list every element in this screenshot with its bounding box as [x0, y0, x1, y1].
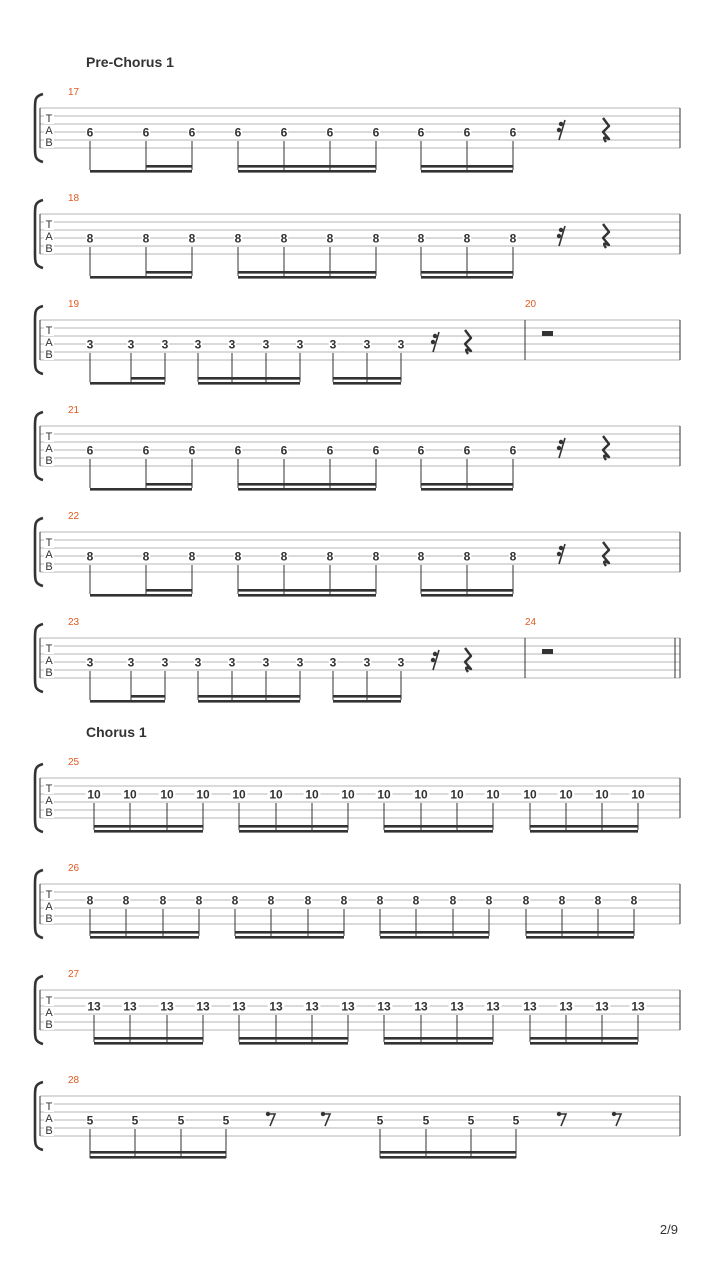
- fret-number: 3: [194, 655, 202, 670]
- note-beam: [94, 1037, 203, 1040]
- fret-number: 6: [417, 125, 425, 140]
- fret-number: 13: [160, 999, 174, 1014]
- tab-clef-letter: A: [45, 443, 53, 455]
- note-beam: [238, 594, 376, 597]
- fret-number: 6: [188, 125, 196, 140]
- note-beam: [530, 830, 638, 833]
- fret-number: 13: [196, 999, 210, 1014]
- system-brace: [35, 870, 43, 938]
- tab-clef-letter: B: [45, 667, 53, 679]
- fret-number: 3: [86, 655, 94, 670]
- note-beam: [90, 170, 192, 173]
- sixteenth-rest-dot: [433, 334, 437, 338]
- half-rest: [542, 331, 553, 336]
- tab-clef-letter: B: [45, 561, 53, 573]
- fret-number: 10: [631, 787, 645, 802]
- fret-number: 10: [450, 787, 464, 802]
- fret-number: 3: [363, 337, 371, 352]
- fret-number: 13: [486, 999, 500, 1014]
- sixteenth-rest-dot: [557, 552, 561, 556]
- fret-number: 10: [196, 787, 210, 802]
- tab-clef-letter: T: [45, 783, 53, 795]
- fret-number: 8: [412, 893, 420, 908]
- fret-number: 6: [86, 443, 94, 458]
- fret-number: 5: [467, 1113, 475, 1128]
- note-beam: [526, 931, 634, 934]
- note-beam: [146, 165, 192, 168]
- note-beam: [238, 589, 376, 592]
- fret-number: 8: [195, 893, 203, 908]
- note-beam: [421, 165, 513, 168]
- fret-number: 3: [296, 655, 304, 670]
- note-beam: [530, 1037, 638, 1040]
- tab-clef-letter: T: [45, 325, 53, 337]
- section-title-pre-chorus: Pre-Chorus 1: [86, 54, 174, 70]
- note-beam: [90, 276, 192, 279]
- fret-number: 10: [269, 787, 283, 802]
- note-beam: [131, 377, 165, 380]
- measure-number: 28: [68, 1075, 80, 1086]
- fret-number: 6: [86, 125, 94, 140]
- tab-system-25: [35, 757, 680, 833]
- tab-clef-letter: A: [45, 901, 53, 913]
- measure-number: 25: [68, 757, 80, 768]
- tab-system-21: [35, 405, 680, 491]
- note-beam: [384, 825, 493, 828]
- tab-system-18: [35, 193, 680, 279]
- fret-number: 10: [595, 787, 609, 802]
- note-beam: [333, 377, 401, 380]
- system-brace: [35, 624, 43, 692]
- fret-number: 3: [262, 655, 270, 670]
- fret-number: 8: [463, 549, 471, 564]
- fret-number: 8: [188, 231, 196, 246]
- note-beam: [146, 483, 192, 486]
- note-beam: [239, 1037, 348, 1040]
- note-beam: [198, 377, 300, 380]
- fret-number: 6: [509, 443, 517, 458]
- note-beam: [90, 1156, 226, 1159]
- measure-number: 26: [68, 863, 80, 874]
- note-beam: [146, 271, 192, 274]
- fret-number: 6: [280, 443, 288, 458]
- tab-system-19: [35, 299, 680, 385]
- tab-clef-letter: T: [45, 537, 53, 549]
- quarter-rest: [603, 436, 609, 460]
- fret-number: 13: [123, 999, 137, 1014]
- sixteenth-rest-dot: [431, 658, 435, 662]
- note-beam: [384, 1042, 493, 1045]
- fret-number: 10: [123, 787, 137, 802]
- note-beam: [380, 931, 489, 934]
- note-beam: [333, 700, 401, 703]
- note-beam: [238, 165, 376, 168]
- fret-number: 6: [142, 443, 150, 458]
- fret-number: 3: [228, 655, 236, 670]
- note-beam: [90, 382, 165, 385]
- fret-number: 8: [188, 549, 196, 564]
- note-beam: [421, 271, 513, 274]
- fret-number: 10: [486, 787, 500, 802]
- section-title-chorus: Chorus 1: [86, 724, 147, 740]
- fret-number: 3: [329, 655, 337, 670]
- eighth-rest-dot: [612, 1112, 616, 1116]
- fret-number: 8: [340, 893, 348, 908]
- system-brace: [35, 518, 43, 586]
- fret-number: 13: [305, 999, 319, 1014]
- note-beam: [90, 594, 192, 597]
- fret-number: 3: [228, 337, 236, 352]
- measure-number: 18: [68, 193, 80, 204]
- note-beam: [421, 276, 513, 279]
- note-beam: [421, 488, 513, 491]
- system-brace: [35, 306, 43, 374]
- note-beam: [421, 170, 513, 173]
- fret-number: 3: [397, 655, 405, 670]
- fret-number: 13: [341, 999, 355, 1014]
- note-beam: [235, 931, 344, 934]
- quarter-rest: [465, 648, 471, 672]
- fret-number: 6: [234, 443, 242, 458]
- fret-number: 13: [559, 999, 573, 1014]
- note-beam: [238, 170, 376, 173]
- note-beam: [380, 1156, 516, 1159]
- fret-number: 13: [523, 999, 537, 1014]
- sixteenth-rest-dot: [433, 652, 437, 656]
- note-beam: [238, 488, 376, 491]
- tab-clef-letter: T: [45, 643, 53, 655]
- fret-number: 6: [463, 125, 471, 140]
- note-beam: [380, 936, 489, 939]
- fret-number: 8: [522, 893, 530, 908]
- tab-clef-letter: B: [45, 455, 53, 467]
- note-beam: [198, 700, 300, 703]
- fret-number: 10: [87, 787, 101, 802]
- page-number: 2/9: [659, 1222, 678, 1237]
- note-beam: [235, 936, 344, 939]
- fret-number: 6: [417, 443, 425, 458]
- fret-number: 6: [142, 125, 150, 140]
- note-beam: [239, 825, 348, 828]
- system-brace: [35, 1082, 43, 1150]
- fret-number: 8: [376, 893, 384, 908]
- fret-number: 10: [305, 787, 319, 802]
- sixteenth-rest-dot: [431, 340, 435, 344]
- eighth-rest-dot: [321, 1112, 325, 1116]
- fret-number: 8: [280, 231, 288, 246]
- fret-number: 3: [161, 655, 169, 670]
- fret-number: 8: [142, 549, 150, 564]
- sixteenth-rest-dot: [557, 128, 561, 132]
- tab-clef-letter: A: [45, 655, 53, 667]
- fret-number: 5: [86, 1113, 94, 1128]
- fret-number: 8: [304, 893, 312, 908]
- fret-number: 13: [232, 999, 246, 1014]
- fret-number: 5: [376, 1113, 384, 1128]
- note-beam: [530, 1042, 638, 1045]
- fret-number: 8: [267, 893, 275, 908]
- quarter-rest: [465, 330, 471, 354]
- note-beam: [131, 695, 165, 698]
- fret-number: 6: [372, 125, 380, 140]
- tab-clef-letter: B: [45, 807, 53, 819]
- fret-number: 3: [161, 337, 169, 352]
- fret-number: 10: [341, 787, 355, 802]
- fret-number: 8: [326, 549, 334, 564]
- fret-number: 8: [463, 231, 471, 246]
- sixteenth-rest-dot: [559, 440, 563, 444]
- fret-number: 8: [558, 893, 566, 908]
- fret-number: 8: [86, 893, 94, 908]
- tab-clef-letter: B: [45, 349, 53, 361]
- fret-number: 8: [417, 231, 425, 246]
- fret-number: 6: [188, 443, 196, 458]
- note-beam: [530, 825, 638, 828]
- measure-number: 20: [525, 299, 537, 310]
- measure-number: 17: [68, 87, 80, 98]
- note-beam: [384, 830, 493, 833]
- fret-number: 5: [422, 1113, 430, 1128]
- tab-system-26: [35, 863, 680, 939]
- measure-number: 24: [525, 617, 537, 628]
- fret-number: 8: [485, 893, 493, 908]
- fret-number: 6: [326, 443, 334, 458]
- note-beam: [198, 695, 300, 698]
- note-beam: [384, 1037, 493, 1040]
- fret-number: 6: [509, 125, 517, 140]
- measure-number: 22: [68, 511, 80, 522]
- fret-number: 6: [463, 443, 471, 458]
- note-beam: [94, 1042, 203, 1045]
- measure-number: 27: [68, 969, 80, 980]
- tab-clef-letter: B: [45, 913, 53, 925]
- tab-system-27: [35, 969, 680, 1045]
- fret-number: 10: [232, 787, 246, 802]
- fret-number: 13: [269, 999, 283, 1014]
- note-beam: [333, 695, 401, 698]
- tab-system-17: [35, 87, 680, 173]
- note-beam: [238, 483, 376, 486]
- system-brace: [35, 976, 43, 1044]
- tab-clef-letter: A: [45, 549, 53, 561]
- fret-number: 3: [262, 337, 270, 352]
- tab-clef-letter: T: [45, 431, 53, 443]
- sixteenth-rest-dot: [559, 228, 563, 232]
- fret-number: 6: [280, 125, 288, 140]
- note-beam: [333, 382, 401, 385]
- system-brace: [35, 200, 43, 268]
- fret-number: 3: [296, 337, 304, 352]
- fret-number: 8: [449, 893, 457, 908]
- half-rest: [542, 649, 553, 654]
- tab-clef-letter: A: [45, 337, 53, 349]
- tab-clef-letter: B: [45, 1125, 53, 1137]
- fret-number: 8: [122, 893, 130, 908]
- tab-clef-letter: A: [45, 125, 53, 137]
- fret-number: 5: [131, 1113, 139, 1128]
- fret-number: 8: [280, 549, 288, 564]
- fret-number: 3: [127, 337, 135, 352]
- fret-number: 5: [222, 1113, 230, 1128]
- fret-number: 6: [234, 125, 242, 140]
- tab-clef-letter: T: [45, 113, 53, 125]
- note-beam: [198, 382, 300, 385]
- tab-clef-letter: T: [45, 219, 53, 231]
- note-beam: [146, 589, 192, 592]
- fret-number: 13: [377, 999, 391, 1014]
- note-beam: [238, 276, 376, 279]
- note-beam: [421, 589, 513, 592]
- fret-number: 10: [160, 787, 174, 802]
- fret-number: 6: [372, 443, 380, 458]
- system-brace: [35, 94, 43, 162]
- fret-number: 8: [594, 893, 602, 908]
- fret-number: 3: [397, 337, 405, 352]
- eighth-rest-dot: [557, 1112, 561, 1116]
- note-beam: [421, 483, 513, 486]
- note-beam: [239, 830, 348, 833]
- fret-number: 8: [159, 893, 167, 908]
- fret-number: 3: [329, 337, 337, 352]
- note-beam: [526, 936, 634, 939]
- tab-clef-letter: A: [45, 795, 53, 807]
- fret-number: 10: [523, 787, 537, 802]
- fret-number: 13: [414, 999, 428, 1014]
- tab-clef-letter: T: [45, 1101, 53, 1113]
- fret-number: 8: [630, 893, 638, 908]
- fret-number: 8: [231, 893, 239, 908]
- fret-number: 8: [509, 549, 517, 564]
- fret-number: 5: [177, 1113, 185, 1128]
- tab-clef-letter: A: [45, 1007, 53, 1019]
- note-beam: [94, 830, 203, 833]
- sixteenth-rest-dot: [559, 546, 563, 550]
- measure-number: 23: [68, 617, 80, 628]
- fret-number: 10: [377, 787, 391, 802]
- fret-number: 8: [372, 549, 380, 564]
- fret-number: 13: [631, 999, 645, 1014]
- fret-number: 8: [326, 231, 334, 246]
- sixteenth-rest-dot: [557, 234, 561, 238]
- note-beam: [239, 1042, 348, 1045]
- fret-number: 8: [86, 549, 94, 564]
- fret-number: 13: [87, 999, 101, 1014]
- system-brace: [35, 764, 43, 832]
- fret-number: 8: [417, 549, 425, 564]
- tab-clef-letter: A: [45, 231, 53, 243]
- tab-system-22: [35, 511, 680, 597]
- tab-clef-letter: B: [45, 243, 53, 255]
- note-beam: [94, 825, 203, 828]
- tab-clef-letter: T: [45, 889, 53, 901]
- note-beam: [90, 936, 199, 939]
- tab-clef-letter: A: [45, 1113, 53, 1125]
- fret-number: 3: [86, 337, 94, 352]
- system-brace: [35, 412, 43, 480]
- fret-number: 8: [234, 549, 242, 564]
- note-beam: [90, 931, 199, 934]
- fret-number: 5: [512, 1113, 520, 1128]
- note-beam: [90, 700, 165, 703]
- tab-system-23: [35, 617, 680, 703]
- fret-number: 13: [595, 999, 609, 1014]
- fret-number: 3: [127, 655, 135, 670]
- note-beam: [90, 1151, 226, 1154]
- fret-number: 8: [372, 231, 380, 246]
- fret-number: 8: [234, 231, 242, 246]
- tab-clef-letter: B: [45, 1019, 53, 1031]
- tab-clef-letter: T: [45, 995, 53, 1007]
- fret-number: 10: [559, 787, 573, 802]
- fret-number: 8: [509, 231, 517, 246]
- quarter-rest: [603, 118, 609, 142]
- sixteenth-rest-dot: [559, 122, 563, 126]
- tab-system-28: [35, 1075, 680, 1159]
- sixteenth-rest-dot: [557, 446, 561, 450]
- fret-number: 13: [450, 999, 464, 1014]
- quarter-rest: [603, 542, 609, 566]
- fret-number: 8: [142, 231, 150, 246]
- note-beam: [380, 1151, 516, 1154]
- measure-number: 19: [68, 299, 80, 310]
- fret-number: 3: [363, 655, 371, 670]
- fret-number: 3: [194, 337, 202, 352]
- fret-number: 10: [414, 787, 428, 802]
- fret-number: 8: [86, 231, 94, 246]
- note-beam: [238, 271, 376, 274]
- quarter-rest: [603, 224, 609, 248]
- fret-number: 6: [326, 125, 334, 140]
- tab-clef-letter: B: [45, 137, 53, 149]
- eighth-rest-dot: [266, 1112, 270, 1116]
- note-beam: [421, 594, 513, 597]
- note-beam: [90, 488, 192, 491]
- measure-number: 21: [68, 405, 80, 416]
